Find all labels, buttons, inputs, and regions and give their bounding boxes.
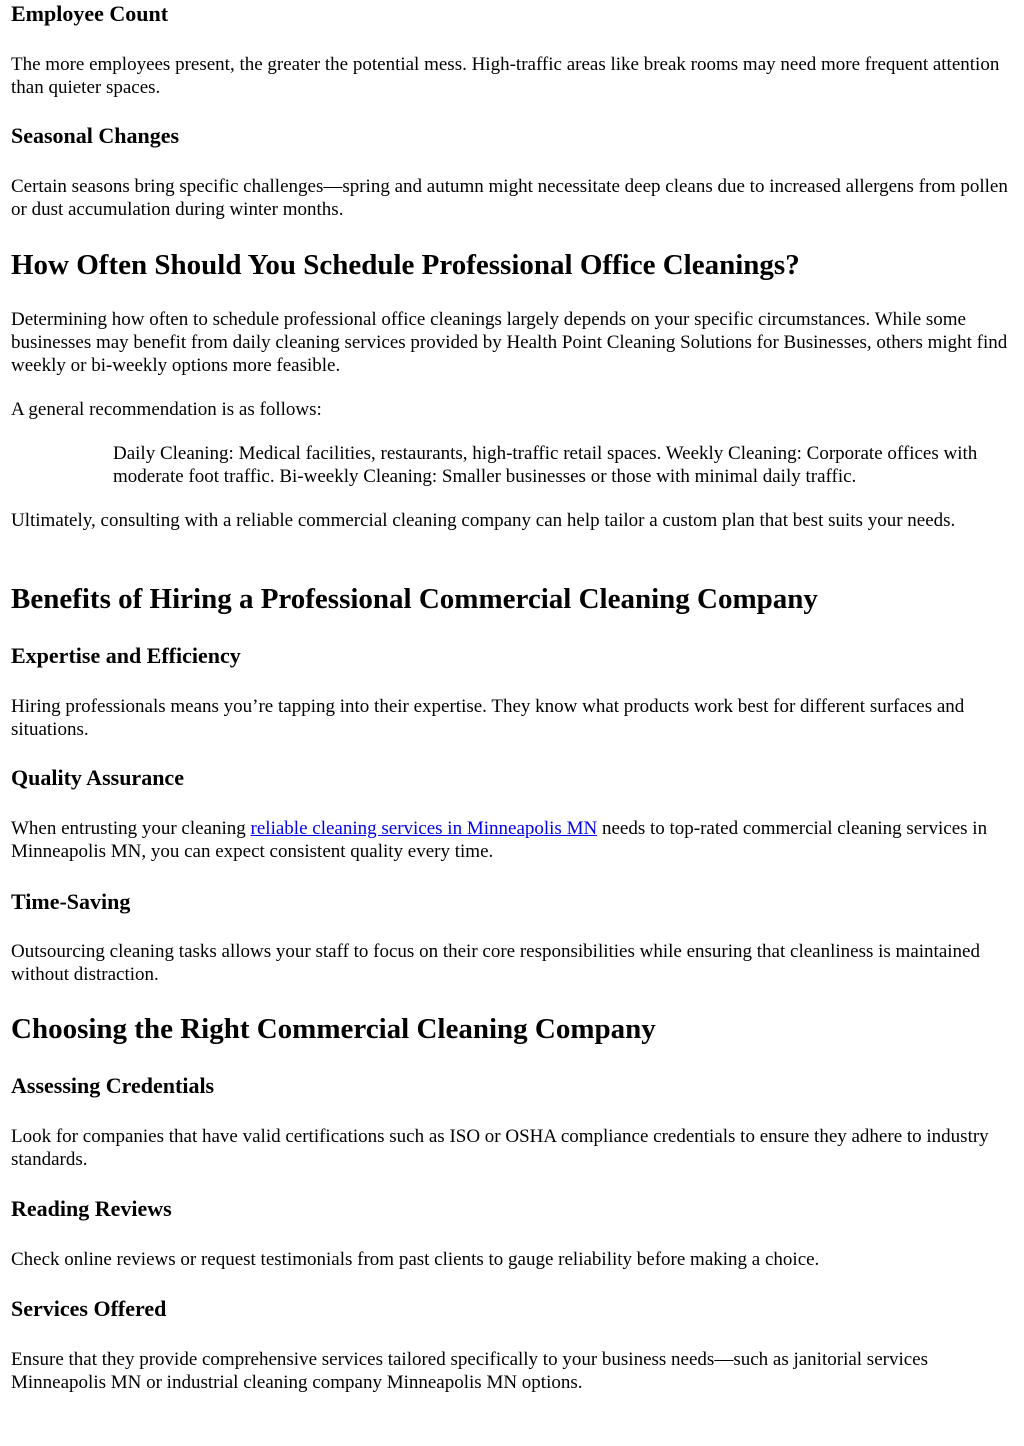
heading-quality-assurance: Quality Assurance bbox=[11, 765, 184, 790]
quality-text-after: needs to top-rated commercial cleaning services in Minneapolis MN, you can expect consistent quality every time. bbox=[11, 818, 988, 862]
paragraph-time-saving: Outsourcing cleaning tasks allows your staff to focus on their core responsibilities while ensuring that cleanliness is maintained without distraction. bbox=[11, 941, 980, 985]
heading-how-often: How Often Should You Schedule Professional Office Cleanings? bbox=[11, 249, 800, 281]
paragraph-recommendation-intro: A general recommendation is as follows: bbox=[11, 399, 322, 420]
heading-employee-count: Employee Count bbox=[11, 1, 169, 26]
paragraph-expertise: Hiring professionals means you’re tapping into their expertise. They know what products work best for different surfaces and situations. bbox=[11, 696, 965, 740]
heading-expertise: Expertise and Efficiency bbox=[11, 643, 241, 668]
paragraph-employee-count: The more employees present, the greater the potential mess. High-traffic areas like break rooms may need more frequent attention than quieter spaces. bbox=[11, 54, 1000, 98]
heading-reading-reviews: Reading Reviews bbox=[11, 1196, 172, 1221]
recommendation-list: Daily Cleaning: Medical facilities, restaurants, high-traffic retail spaces. Weekly Cleaning: Corporate offices with moderate foot traffic. Bi-weekly Cleaning: Smaller businesses or those with minimal daily traffic. bbox=[113, 443, 978, 487]
paragraph-quality-assurance bbox=[11, 817, 1014, 863]
paragraph-seasonal-changes: Certain seasons bring specific challenges—spring and autumn might necessitate deep cleans due to increased allergens from pollen or dust accumulation during winter months. bbox=[11, 176, 1008, 220]
heading-choosing: Choosing the Right Commercial Cleaning Company bbox=[11, 1013, 656, 1045]
paragraph-services-offered: Ensure that they provide comprehensive services tailored specifically to your business needs—such as janitorial services Minneapolis MN or industrial cleaning company Minneapolis MN options. bbox=[11, 1349, 929, 1393]
quality-text-before: When entrusting your cleaning bbox=[11, 818, 251, 839]
reliable-cleaning-link[interactable]: reliable cleaning services in Minneapolis MN bbox=[250, 818, 598, 839]
heading-benefits: Benefits of Hiring a Professional Commercial Cleaning Company bbox=[11, 583, 818, 615]
heading-services-offered: Services Offered bbox=[11, 1296, 167, 1321]
paragraph-assessing-credentials: Look for companies that have valid certifications such as ISO or OSHA compliance credentials to ensure they adhere to industry standards. bbox=[11, 1126, 989, 1170]
heading-time-saving: Time-Saving bbox=[11, 889, 131, 914]
paragraph-how-often-conclusion: Ultimately, consulting with a reliable commercial cleaning company can help tailor a custom plan that best suits your needs. bbox=[11, 510, 956, 531]
heading-seasonal-changes: Seasonal Changes bbox=[11, 123, 180, 148]
paragraph-reading-reviews: Check online reviews or request testimonials from past clients to gauge reliability before making a choice. bbox=[11, 1249, 820, 1270]
paragraph-how-often: Determining how often to schedule professional office cleanings largely depends on your specific circumstances. While some businesses may benefit from daily cleaning services provided by Health Point Cleaning Solutions for Businesses, others might find weekly or bi-weekly options more feasible. bbox=[11, 309, 1008, 376]
heading-assessing-credentials: Assessing Credentials bbox=[11, 1073, 215, 1098]
